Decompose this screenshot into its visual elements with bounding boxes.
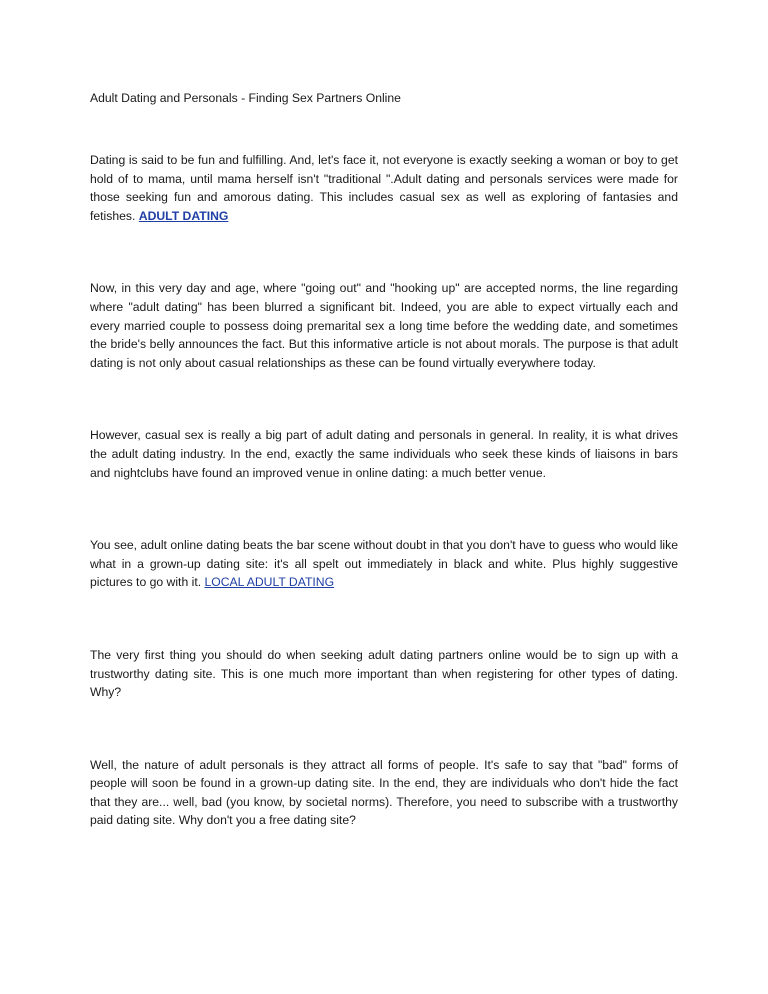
paragraph-text: However, casual sex is really a big part of adult dating and personals in general. In reality, it is what drives the adult dating industry. In the end, exactly the same individuals who seek these kinds of liaisons in bars and nightclubs have found an improved venue in online dating: a much better venue. — [90, 428, 678, 480]
paragraph-3 — [90, 426, 678, 482]
paragraph-4 — [90, 536, 678, 592]
paragraph-text: You see, adult online dating beats the bar scene without doubt in that you don't have to guess who would like what in a grown-up dating site: it's all spelt out immediately in black and white. Plus highly suggestive pictures to go with it. — [90, 538, 678, 590]
paragraph-6 — [90, 756, 678, 830]
paragraph-5 — [90, 646, 678, 702]
paragraph-text: Dating is said to be fun and fulfilling. And, let's face it, not everyone is exactly seeking a woman or boy to get hold of to mama, until mama herself isn't "traditional ".Adult dating and personals services were made for those seeking fun and amorous dating. This includes casual sex as well as exploring of fantasies and fetishes. — [90, 153, 678, 223]
document-body — [90, 89, 678, 884]
adult-dating-link[interactable]: ADULT DATING — [138, 208, 229, 223]
document-title: Adult Dating and Personals - Finding Sex Partners Online — [90, 91, 401, 105]
local-adult-dating-link[interactable]: LOCAL ADULT DATING — [204, 575, 335, 590]
paragraph-1 — [90, 151, 678, 225]
paragraph-text: Well, the nature of adult personals is they attract all forms of people. It's safe to say that "bad" forms of people will soon be found in a grown-up dating site. In the end, they are individuals who don't hide the fact that they are... well, bad (you know, by societal norms). Therefore, you need to subscribe with a trustworthy paid dating site. Why don't you a free dating site? — [90, 757, 678, 828]
paragraph-2 — [90, 279, 678, 372]
paragraph-text: Now, in this very day and age, where "going out" and "hooking up" are accepted norms, the line regarding where "adult dating" has been blurred a significant bit. Indeed, you are able to expect virtually each and every married couple to possess doing premarital sex a long time before the wedding date, and sometimes the bride's belly announces the fact. But this informative article is not about morals. The purpose is that adult dating is not only about casual relationships as these can be found virtually everywhere today. — [90, 281, 678, 370]
paragraph-text: The very first thing you should do when seeking adult dating partners online would be to sign up with a trustworthy dating site. This is one much more important than when registering for other types of dating. Why? — [90, 647, 678, 700]
